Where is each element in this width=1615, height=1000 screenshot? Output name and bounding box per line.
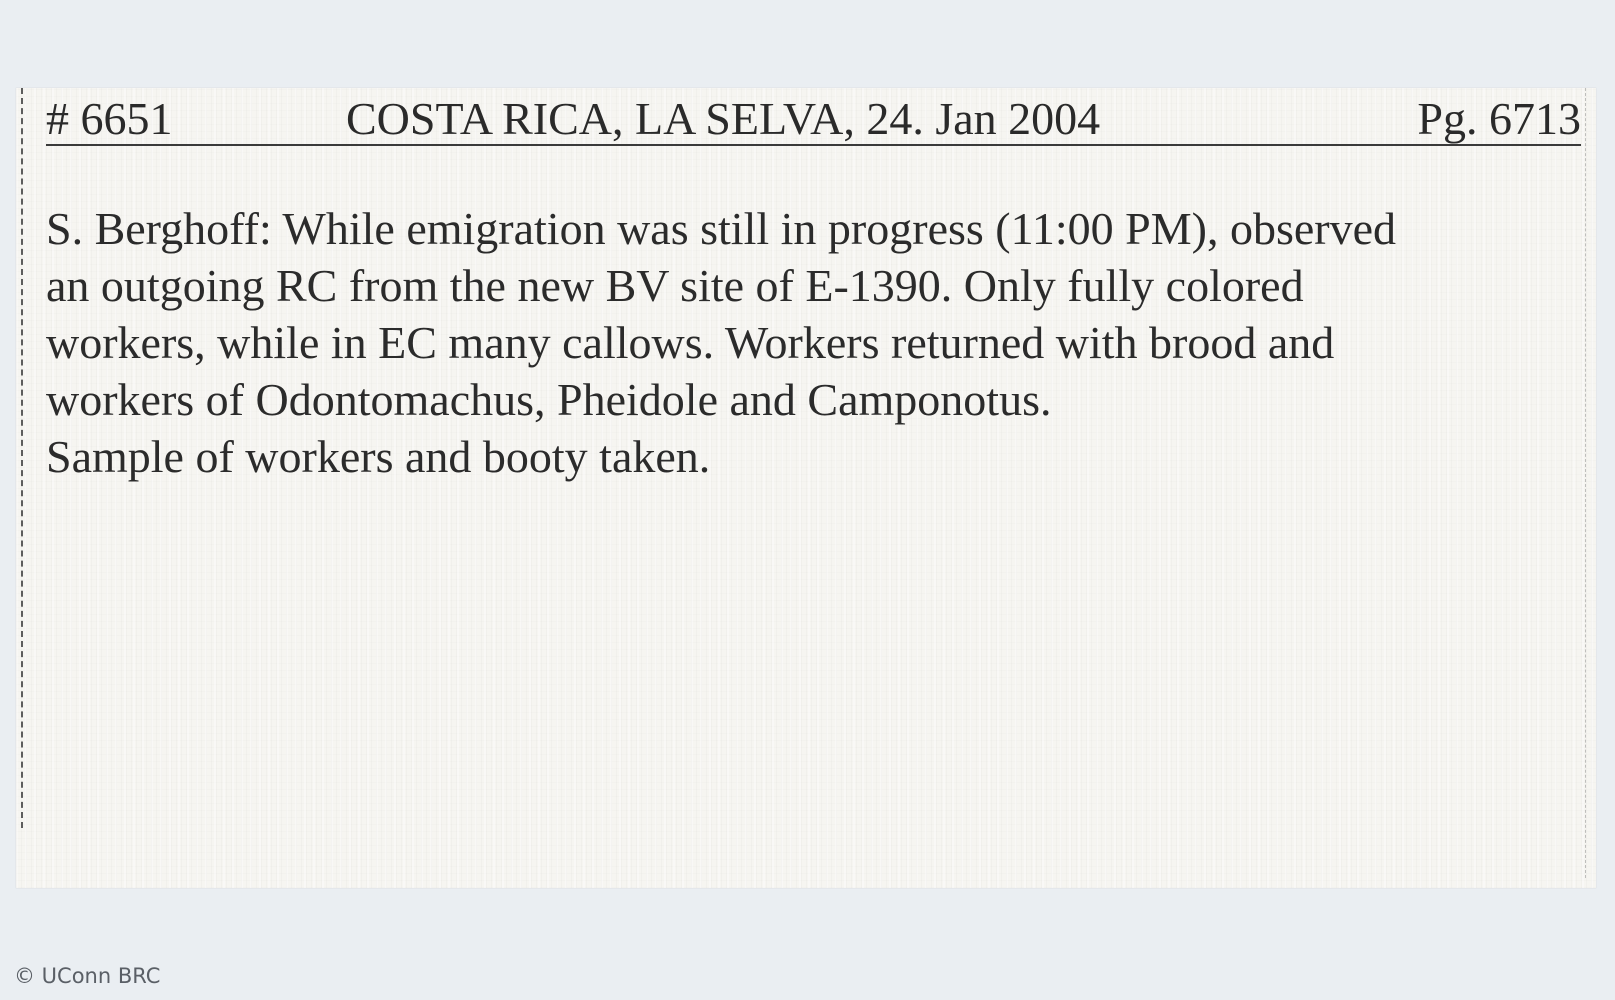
copyright-credit: © UConn BRC xyxy=(14,964,161,988)
note-line: an outgoing RC from the new BV site of E-1390. Only fully colored xyxy=(46,260,1304,311)
note-line: Sample of workers and booty taken. xyxy=(46,431,711,482)
index-card xyxy=(16,88,1596,888)
note-line: S. Berghoff: While emigration was still in progress (11:00 PM), observed xyxy=(46,203,1397,254)
note-line: workers of Odontomachus, Pheidole and Camponotus. xyxy=(46,374,1052,425)
left-dashed-margin-line xyxy=(21,88,23,828)
card-notes xyxy=(46,200,1591,485)
note-line: workers, while in EC many callows. Workers returned with brood and xyxy=(46,317,1335,368)
location-date: COSTA RICA, LA SELVA, 24. Jan 2004 xyxy=(346,93,1101,144)
page-number: Pg. 6713 xyxy=(1417,93,1581,144)
record-number: # 6651 xyxy=(46,93,173,144)
card-header xyxy=(46,94,1581,146)
